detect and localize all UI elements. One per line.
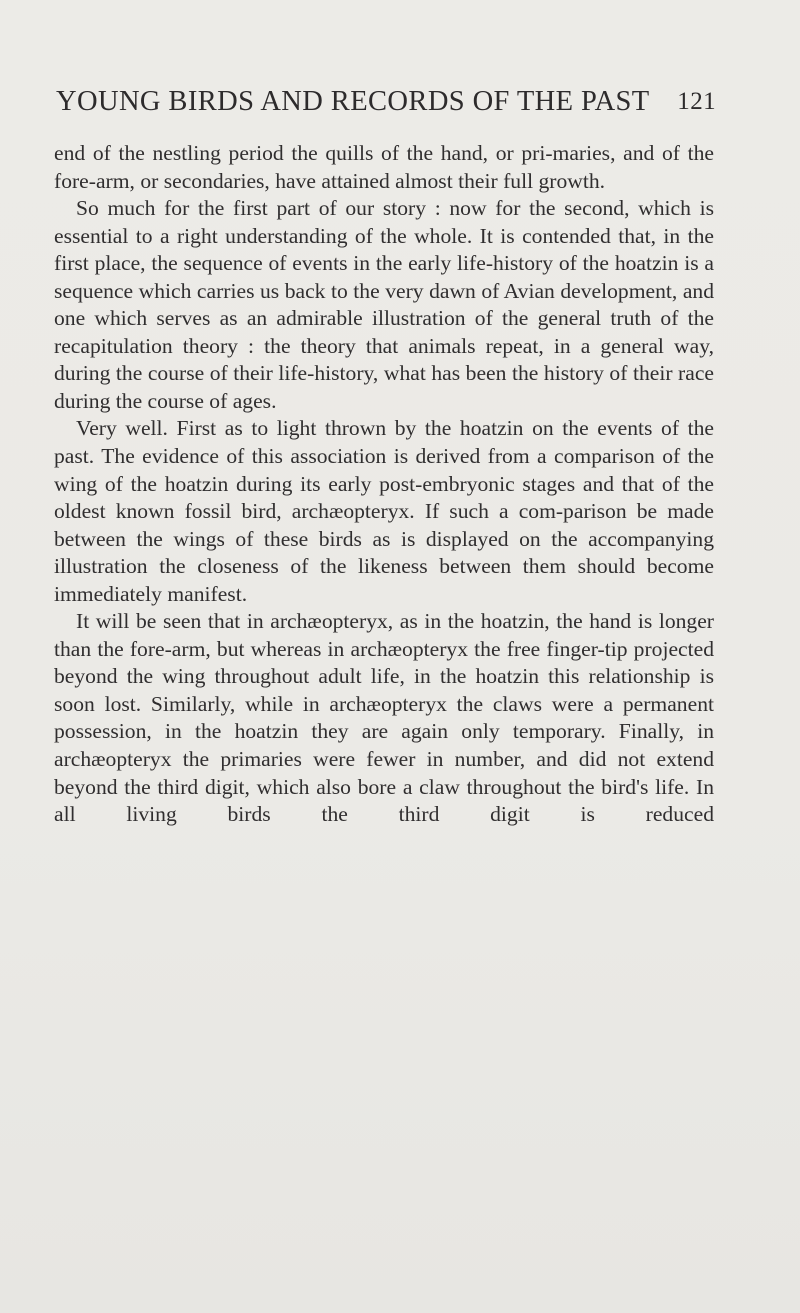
body-text: [54, 140, 714, 829]
paragraph-1: end of the nestling period the quills of the hand, or pri-maries, and of the fore-arm, or secondaries, have attained almost their full growth.: [54, 141, 714, 193]
running-header: [56, 86, 716, 126]
paragraph-3: Very well. First as to light thrown by the hoatzin on the events of the past. The evidence of this association is derived from a comparison of the wing of the hoatzin during its early post-embryonic stages and that of the oldest known fossil bird, archæopteryx. If such a com-parison be made between the wings of these birds as is displayed on the accompanying illustration the closeness of the likeness between them should become immediately manifest.: [54, 416, 714, 606]
paragraph-4: It will be seen that in archæopteryx, as in the hoatzin, the hand is longer than the fore-arm, but whereas in archæopteryx the free finger-tip projected beyond the wing throughout adult life, in the hoatzin this relationship is soon lost. Similarly, while in archæopteryx the claws were a permanent possession, in the hoatzin they are again only temporary. Finally, in archæopteryx the primaries were fewer in number, and did not extend beyond the third digit, which also bore a claw throughout the bird's life. In all living birds the third digit is reduced: [54, 609, 714, 827]
page-number: 121: [677, 88, 716, 115]
running-title: YOUNG BIRDS AND RECORDS OF THE PAST: [56, 86, 650, 117]
paragraph-2: So much for the first part of our story : now for the second, which is essential to a right understanding of the whole. It is contended that, in the first place, the sequence of events in the early life-history of the hoatzin is a sequence which carries us back to the very dawn of Avian development, and one which serves as an admirable illustration of the general truth of the recapitulation theory : the theory that animals repeat, in a general way, during the course of their life-history, what has been the history of their race during the course of ages.: [54, 196, 714, 413]
